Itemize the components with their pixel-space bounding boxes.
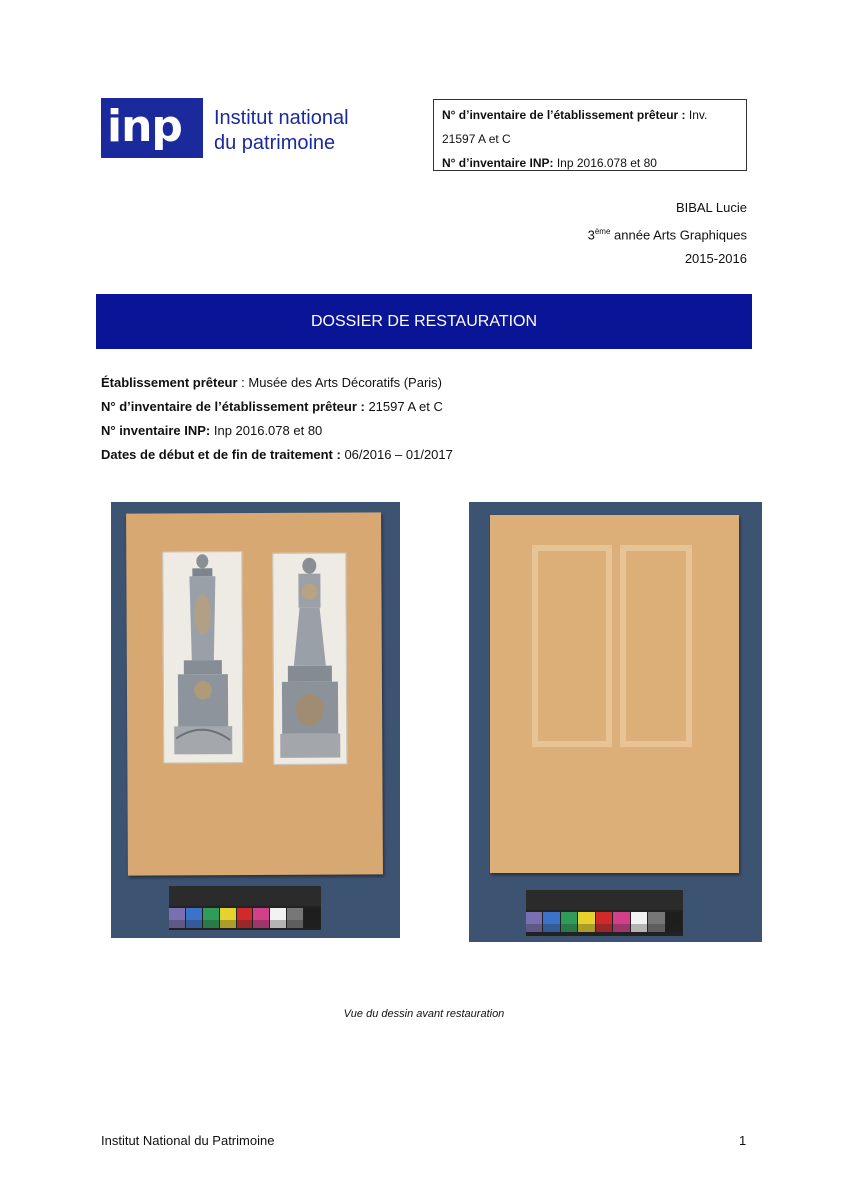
inventory-box [433,99,747,171]
color-patch [169,920,185,928]
color-patch [613,924,629,932]
title-banner [96,294,752,349]
color-patch [631,912,647,924]
color-patch [169,908,185,920]
ghost-mark-right [620,545,692,747]
color-patch [666,912,682,924]
monument-a-drawing [163,552,242,762]
monument-c-drawing [273,554,346,764]
color-patch [304,920,320,928]
logo-line-1: Institut national [214,107,349,129]
color-checker-recto [169,886,321,930]
year-superscript: ème [594,227,611,236]
color-patch [561,924,577,932]
color-patch [253,920,269,928]
color-patch [237,920,253,928]
color-patch [596,924,612,932]
color-patch [237,908,253,920]
info-inp [101,419,453,443]
banner-title: DOSSIER DE RESTAURATION [310,313,538,330]
color-patch [270,920,286,928]
info-lender-label: Établissement prêteur [101,375,238,390]
photo-verso [469,502,762,942]
year-number: 3 [587,227,595,243]
color-patch [287,920,303,928]
color-patch [203,908,219,920]
info-inp-label: N° inventaire INP: [101,423,211,438]
program-name: année Arts Graphiques [610,227,747,243]
color-patch [596,912,612,924]
color-patch [613,912,629,924]
print-c [272,553,347,765]
color-patch [203,920,219,928]
info-dates-label: Dates de début et de fin de traitement : [101,447,341,462]
color-patch [578,912,594,924]
color-patch [543,912,559,924]
academic-year: 2015-2016 [684,251,747,267]
color-patch [648,912,664,924]
photo-caption: Vue du dessin avant restauration [343,1008,505,1020]
color-patch [526,912,542,924]
color-patch [186,920,202,928]
inp-logo-mark: inp [101,98,203,158]
color-patch [220,908,236,920]
footer-institution: Institut National du Patrimoine [101,1133,275,1148]
color-patch [304,908,320,920]
info-dates [101,443,453,467]
color-checker-header [526,890,683,910]
logo-line-2: du patrimoine [214,132,336,154]
info-block [101,371,453,467]
inventory-lender-value-1: Inv. [685,108,708,122]
color-patch [561,912,577,924]
author-program [588,220,747,247]
info-lender-inv [101,395,453,419]
color-patch [220,920,236,928]
color-patch [287,908,303,920]
color-patch [253,908,269,920]
verso-mount-paper [490,515,739,873]
color-checker-verso [526,890,683,936]
page-number: 1 [739,1133,747,1148]
info-lender-inv-value: 21597 A et C [364,399,443,414]
info-lender [101,371,453,395]
inventory-inp-value: Inp 2016.078 et 80 [553,156,657,170]
inventory-inp-line [442,151,738,175]
info-dates-value: 06/2016 – 01/2017 [340,447,453,462]
color-patch [578,924,594,932]
color-patch [543,924,559,932]
inventory-lender-value-2: 21597 A et C [442,132,511,146]
color-patch [631,924,647,932]
author-name: BIBAL Lucie [675,200,747,215]
inventory-inp-label: N° d’inventaire INP: [442,156,554,170]
info-lender-value: : Musée des Arts Décoratifs (Paris) [237,375,442,390]
inventory-lender-line [442,103,738,127]
info-inp-value: Inp 2016.078 et 80 [210,423,323,438]
ghost-mark-left [532,545,612,747]
color-checker-header [169,886,321,906]
color-patch [648,924,664,932]
color-patch [186,908,202,920]
inventory-lender-label: N° d’inventaire de l’établissement prêteur : [442,108,686,122]
recto-mount-paper [126,512,383,875]
color-patch [666,924,682,932]
author-block [588,196,747,271]
photo-recto [111,502,400,938]
print-a [162,551,243,763]
color-patch [270,908,286,920]
color-patch [526,924,542,932]
inp-logo-text [214,106,349,156]
info-lender-inv-label: N° d’inventaire de l’établissement prêteur : [101,399,365,414]
